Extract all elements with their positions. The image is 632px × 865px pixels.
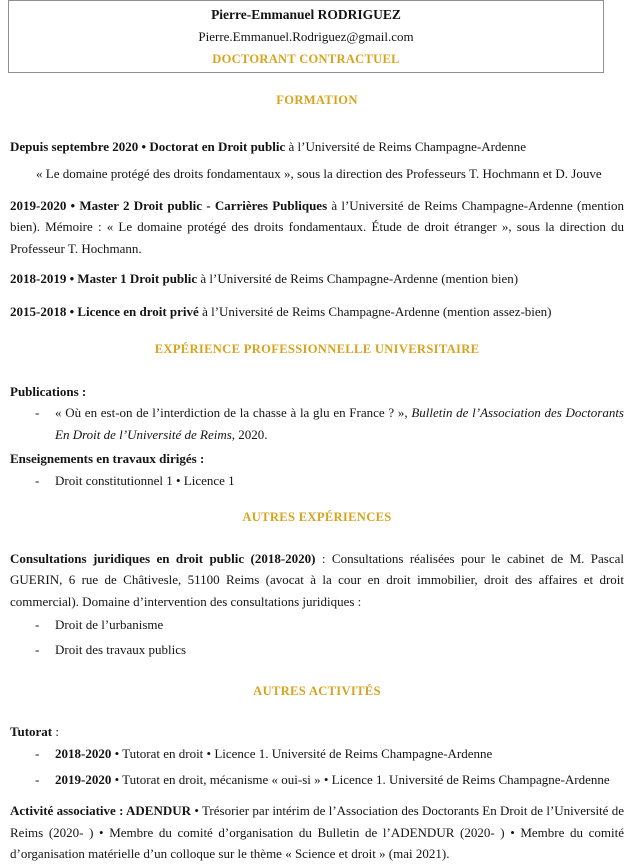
- consultation-domain-item: [10, 614, 624, 636]
- person-email: Pierre.Emmanuel.Rodriguez@gmail.com: [198, 29, 414, 44]
- formation-entry-doctorat-subject: « Le domaine protégé des droits fondamentaux », sous la direction des Professeurs T. Hochmann et D. Jouve: [36, 166, 602, 181]
- domain-label: Droit de l’urbanisme: [55, 617, 164, 632]
- consultations-heading: Consultations juridiques en droit public (2018-2020): [10, 550, 316, 566]
- entry-detail: à l’Université de Reims Champagne-Ardenne (mention assez-bien): [198, 303, 552, 319]
- consultation-domain-item: [10, 639, 624, 661]
- person-name: Pierre-Emmanuel RODRIGUEZ: [211, 7, 401, 22]
- formation-entry-master1: [10, 268, 624, 290]
- section-title-experience: EXPÉRIENCE PROFESSIONNELLE UNIVERSITAIRE: [154, 342, 480, 356]
- section-title-autres-activites: AUTRES ACTIVITÉS: [253, 684, 381, 698]
- entry-period-degree: Depuis septembre 2020 • Doctorat en Droit public: [10, 138, 286, 154]
- entry-period-degree: 2019-2020 • Master 2 Droit public - Carrières Publiques: [10, 197, 328, 213]
- publication-item: [10, 402, 624, 445]
- formation-entry-licence: [10, 301, 624, 323]
- entry-detail: à l’Université de Reims Champagne-Ardenne: [285, 138, 527, 154]
- section-title-autres-experiences: AUTRES EXPÉRIENCES: [242, 510, 392, 524]
- entry-detail: à l’Université de Reims Champagne-Ardenne (mention bien): [197, 271, 519, 286]
- publications-label: Publications :: [10, 383, 87, 399]
- consultations-detail: : Consultations réalisées pour le cabinet de M. Pascal GUERIN, 6 rue de Châtivesle, 51100 Reims (avocat à la cour en droit immobilier, droit des affaires et droit commercial). Domaine d’intervention des consultations juridiques :: [10, 550, 624, 609]
- tutorat-period: 2019-2020: [55, 771, 112, 787]
- domain-label: Droit des travaux publics: [55, 641, 187, 657]
- entry-period-degree: 2018-2019 • Master 1 Droit public: [10, 271, 198, 286]
- tutorat-detail: • Tutorat en droit • Licence 1. Université de Reims Champagne-Ardenne: [111, 746, 493, 761]
- tutorat-colon: :: [52, 723, 60, 739]
- publication-journal: Bulletin de l’Association des Doctorants En Droit de l’Université de Reims,: [55, 405, 624, 442]
- list-marker: -: [35, 617, 40, 632]
- consultations-paragraph: [10, 548, 624, 613]
- list-marker: -: [35, 641, 40, 657]
- tutorat-item: [10, 769, 624, 791]
- teaching-item: [10, 470, 624, 492]
- person-role: DOCTORANT CONTRACTUEL: [212, 52, 400, 66]
- formation-entry-doctorat: [10, 136, 624, 158]
- tutorat-period: 2018-2020: [55, 746, 112, 761]
- formation-entry-master2: [10, 195, 624, 260]
- list-marker: -: [35, 746, 40, 761]
- association-paragraph: [10, 800, 624, 865]
- header-card: [8, 0, 604, 73]
- tutorat-detail: • Tutorat en droit, mécanisme « oui-si » • Licence 1. Université de Reims Champagne-Ardenne: [111, 771, 610, 787]
- entry-detail: à l’Université de Reims Champagne-Ardenne (mention bien). Mémoire : « Le domaine protégé des droits fondamentaux. Étude de droit étranger », sous la direction du Professeur T. Hochmann.: [10, 197, 624, 256]
- section-title-formation: FORMATION: [276, 93, 358, 107]
- entry-period-degree: 2015-2018 • Licence en droit privé: [10, 303, 199, 319]
- association-heading: Activité associative : ADENDUR: [10, 803, 192, 818]
- publication-title: « Où en est-on de l’interdiction de la chasse à la glu en France ? »,: [55, 405, 412, 420]
- teaching-label: Enseignements en travaux dirigés :: [10, 451, 205, 466]
- association-detail: • Trésorier par intérim de l’Association des Doctorants En Droit de l’Université de Reims (2020- ) • Membre du comité d’organisation du Bulletin de l’ADENDUR (2020- ) • Membre du comité d’organisation matérielle d’un colloque sur le thème « Science et droit » (mai 2021).: [10, 803, 624, 861]
- list-marker: -: [35, 771, 40, 787]
- list-marker: -: [35, 405, 40, 420]
- publication-year: 2020.: [235, 426, 268, 442]
- tutorat-item: [10, 743, 624, 765]
- tutorat-label: [10, 721, 624, 743]
- list-marker: -: [35, 472, 40, 488]
- tutorat-word: Tutorat: [10, 723, 53, 739]
- teaching-course: Droit constitutionnel 1 • Licence 1: [55, 472, 235, 488]
